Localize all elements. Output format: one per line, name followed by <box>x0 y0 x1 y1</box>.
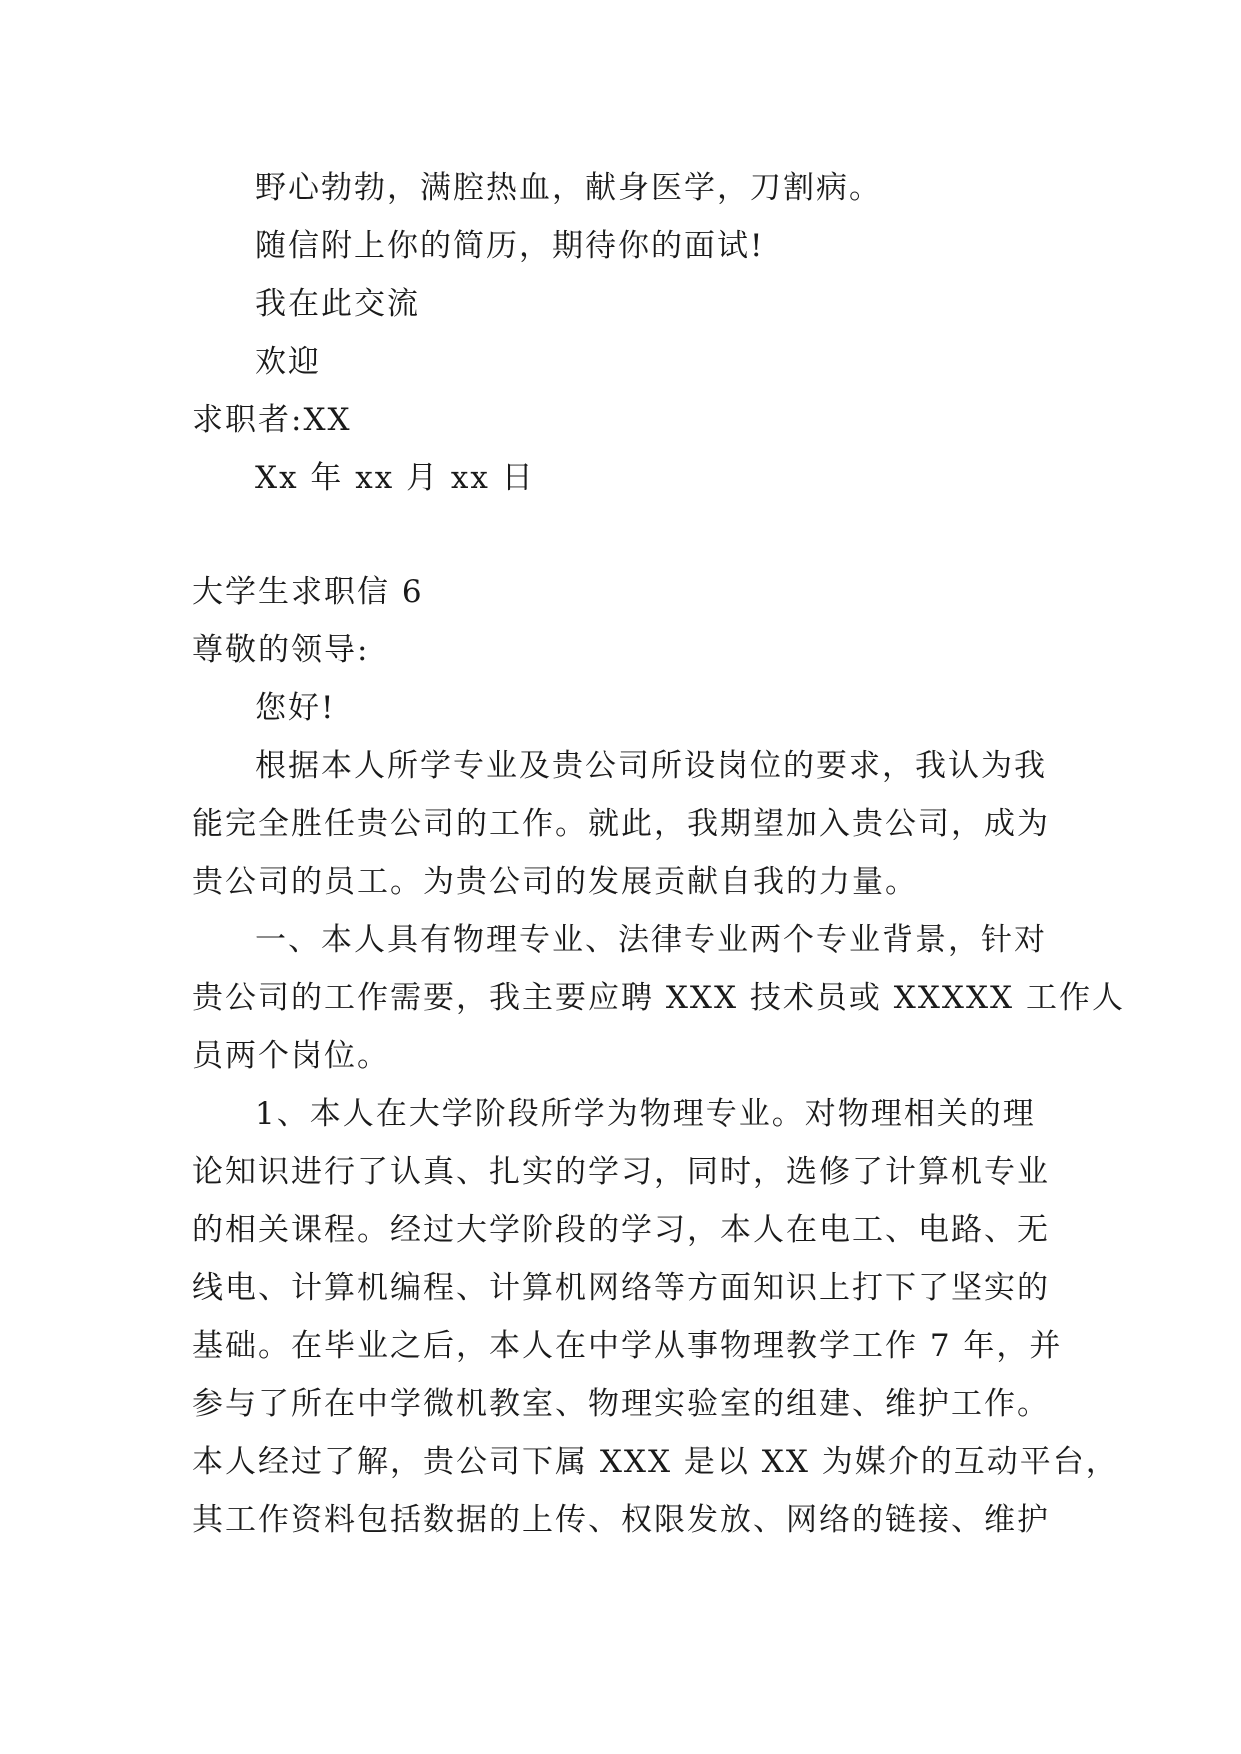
date-line: Xx 年 xx 月 xx 日 <box>255 460 535 496</box>
greeting: 您好! <box>255 690 336 726</box>
letter-title: 大学生求职信 6 <box>192 574 424 610</box>
closing-line-1: 野心勃勃，满腔热血，献身医学，刀割病。 <box>255 170 882 206</box>
paragraph-3-line: 其工作资料包括数据的上传、权限发放、网络的链接、维护 <box>192 1502 1050 1538</box>
paragraph-3-line: 本人经过了解，贵公司下属 XXX 是以 XX 为媒介的互动平台， <box>192 1444 1119 1480</box>
paragraph-1-line: 贵公司的员工。为贵公司的发展贡献自我的力量。 <box>192 864 918 900</box>
paragraph-3-line: 基础。在毕业之后，本人在中学从事物理教学工作 7 年，并 <box>192 1328 1063 1364</box>
paragraph-1-line: 能完全胜任贵公司的工作。就此，我期望加入贵公司，成为 <box>192 806 1050 842</box>
paragraph-2-line: 一、本人具有物理专业、法律专业两个专业背景，针对 <box>255 922 1047 958</box>
paragraph-2-line: 贵公司的工作需要，我主要应聘 XXX 技术员或 XXXXX 工作人 <box>192 980 1125 1016</box>
paragraph-3-line: 的相关课程。经过大学阶段的学习，本人在电工、电路、无 <box>192 1212 1050 1248</box>
paragraph-3-line: 线电、计算机编程、计算机网络等方面知识上打下了坚实的 <box>192 1270 1050 1306</box>
closing-line-2: 随信附上你的简历，期待你的面试! <box>255 228 765 264</box>
paragraph-3-line: 参与了所在中学微机教室、物理实验室的组建、维护工作。 <box>192 1386 1050 1422</box>
salutation: 尊敬的领导: <box>192 632 370 668</box>
closing-line-3: 我在此交流 <box>255 286 420 322</box>
paragraph-3-line: 1、本人在大学阶段所学为物理专业。对物理相关的理 <box>255 1096 1036 1132</box>
signature: 求职者:XX <box>192 402 352 438</box>
paragraph-2-line: 员两个岗位。 <box>192 1038 390 1074</box>
paragraph-1-line: 根据本人所学专业及贵公司所设岗位的要求，我认为我 <box>255 748 1047 784</box>
paragraph-3-line: 论知识进行了认真、扎实的学习，同时，选修了计算机专业 <box>192 1154 1050 1190</box>
closing-line-4: 欢迎 <box>255 344 321 380</box>
